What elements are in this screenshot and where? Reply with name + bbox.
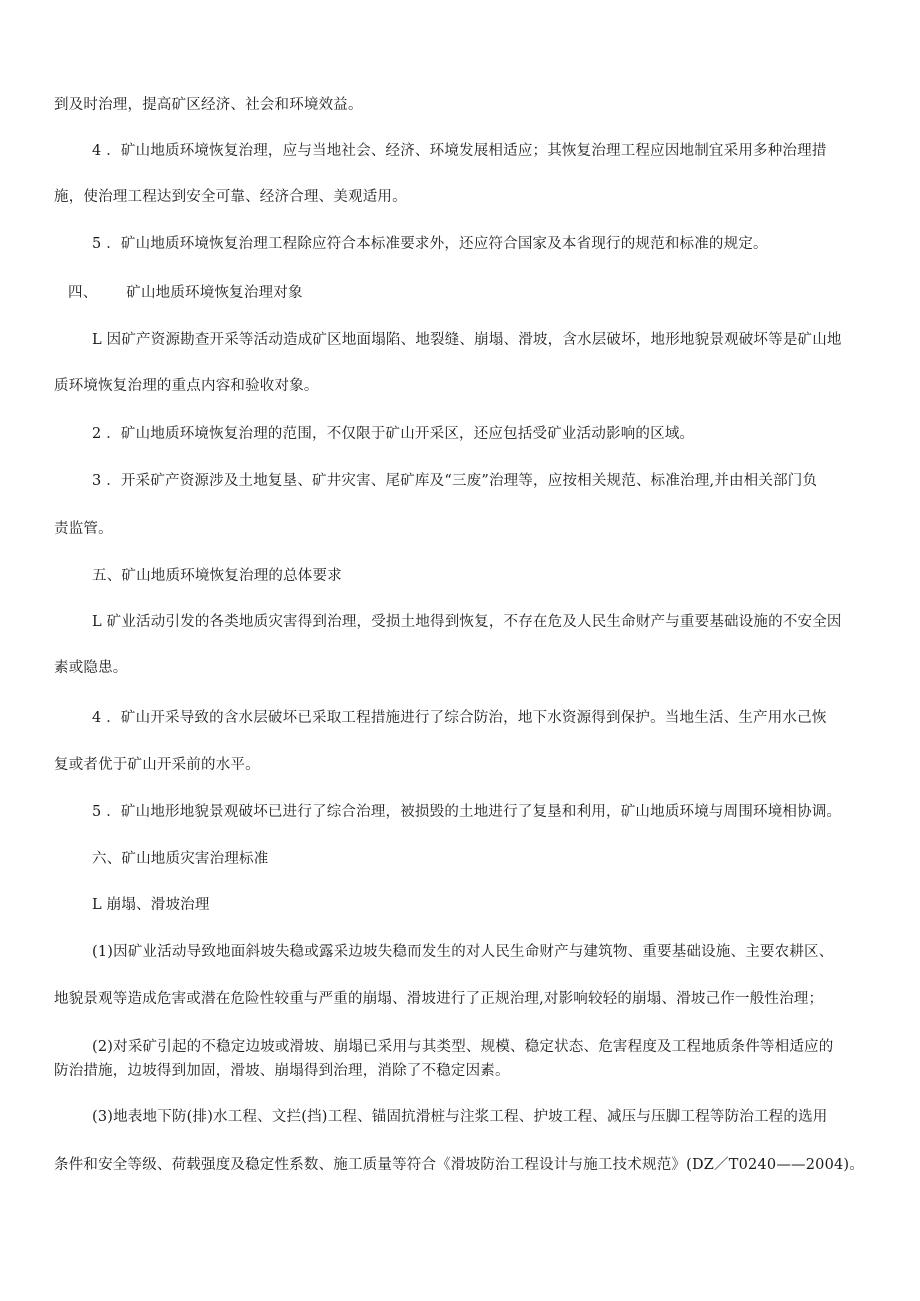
paragraph-line: 4 ．矿山开采导致的含水层破坏已采取工程措施进行了综合防治，地下水资源得到保护。当地生活、生产用水己恢 xyxy=(92,710,827,726)
section-heading: 四、 矿山地质环境恢复治理对象 xyxy=(68,285,303,301)
paragraph-line: L 因矿产资源勘查开采等活动造成矿区地面塌陷、地裂缝、崩塌、滑坡，含水层破坏，地形地貌景观破坏等是矿山地 xyxy=(92,332,842,348)
paragraph-line: 施，使治理工程达到安全可靠、经济合理、美观适用。 xyxy=(54,189,407,205)
paragraph-line: (2)对采矿引起的不稳定边坡或滑坡、崩塌已采用与其类型、规模、稳定状态、危害程度及工程地质条件等相适应的 xyxy=(92,1039,834,1055)
paragraph-line: 到及时治理，提高矿区经济、社会和环境效益。 xyxy=(54,97,363,113)
paragraph-line: 5 ．矿山地形地貌景观破坏已进行了综合治理，被损毁的土地进行了复垦和利用，矿山地质环境与周围环境相协调。 xyxy=(92,804,842,820)
paragraph-line: 防治措施，边坡得到加固，滑坡、崩塌得到治理，消除了不稳定因素。 xyxy=(54,1063,510,1079)
paragraph-line: 责监管。 xyxy=(54,521,113,537)
paragraph-line: 地貌景观等造成危害或潜在危险性较重与严重的崩塌、滑坡进行了正规治理,对影响较轻的崩塌、滑坡己作一般性治理； xyxy=(54,991,824,1007)
section-heading: 六、矿山地质灾害治理标准 xyxy=(92,851,269,867)
paragraph-line: L 矿业活动引发的各类地质灾害得到治理，受损土地得到恢复，不存在危及人民生命财产与重要基础设施的不安全因 xyxy=(92,614,842,630)
paragraph-line: 5 ．矿山地质环境恢复治理工程除应符合本标准要求外，还应符合国家及本省现行的规范和标准的规定。 xyxy=(92,236,768,252)
paragraph-line: 2 ．矿山地质环境恢复治理的范围，不仅限于矿山开采区，还应包括受矿业活动影响的区域。 xyxy=(92,426,695,442)
paragraph-line: 3 ．开采矿产资源涉及土地复垦、矿井灾害、尾矿库及“三废”治理等，应按相关规范、标准治理,并由相关部门负 xyxy=(92,473,818,489)
paragraph-line: 复或者优于矿山开采前的水平。 xyxy=(54,757,260,773)
paragraph-line: (3)地表地下防(排)水工程、文拦(挡)工程、锚固抗滑桩与注浆工程、护坡工程、减压与压脚工程等防治工程的选用 xyxy=(92,1109,828,1125)
paragraph-line: 条件和安全等级、荷载强度及稳定性系数、施工质量等符合《滑坡防治工程设计与施工技术规范》(DZ／T0240——2004)。 xyxy=(54,1157,864,1173)
paragraph-line: 素或隐患。 xyxy=(54,660,128,676)
paragraph-line: (1)因矿业活动导致地面斜坡失稳或露采边坡失稳而发生的对人民生命财产与建筑物、重要基础设施、主要农耕区、 xyxy=(92,944,834,960)
section-heading: 五、矿山地质环境恢复治理的总体要求 xyxy=(92,568,342,584)
paragraph-line: 4 ．矿山地质环境恢复治理，应与当地社会、经济、环境发展相适应；其恢复治理工程应因地制宜采用多种治理措 xyxy=(92,143,827,159)
subsection-heading: L 崩塌、滑坡治理 xyxy=(92,897,210,913)
paragraph-line: 质环境恢复治理的重点内容和验收对象。 xyxy=(54,378,319,394)
